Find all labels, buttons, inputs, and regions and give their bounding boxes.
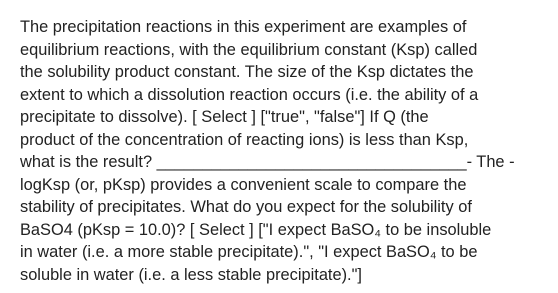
question-text — [20, 16, 542, 286]
question-line: stability of precipitates. What do you expect for the solubility of — [20, 198, 472, 216]
question-line: soluble in water (i.e. a less stable precipitate)."] — [20, 265, 362, 284]
question-line: logKsp (or, pKsp) provides a convenient scale to compare the — [20, 175, 467, 194]
question-line: the solubility product constant. The size of the Ksp dictates the — [20, 63, 474, 81]
question-line: extent to which a dissolution reaction occurs (i.e. the ability of a — [20, 85, 479, 104]
question-line: equilibrium reactions, with the equilibrium constant (Ksp) called — [20, 40, 478, 59]
question-line: The precipitation reactions in this experiment are examples of — [20, 18, 467, 36]
question-line: BaSO4 (pKsp = 10.0)? [ Select ] ["I expect BaSO₄ to be insoluble — [20, 220, 492, 239]
question-line: what is the result? __________________________________- The - — [20, 153, 515, 171]
question-line: in water (i.e. a more stable precipitate).", "I expect BaSO₄ to be — [20, 243, 478, 261]
question-line: precipitate to dissolve). [ Select ] ["true", "false"] If Q (the — [20, 108, 429, 126]
question-line: product of the concentration of reacting ions) is less than Ksp, — [20, 130, 469, 149]
